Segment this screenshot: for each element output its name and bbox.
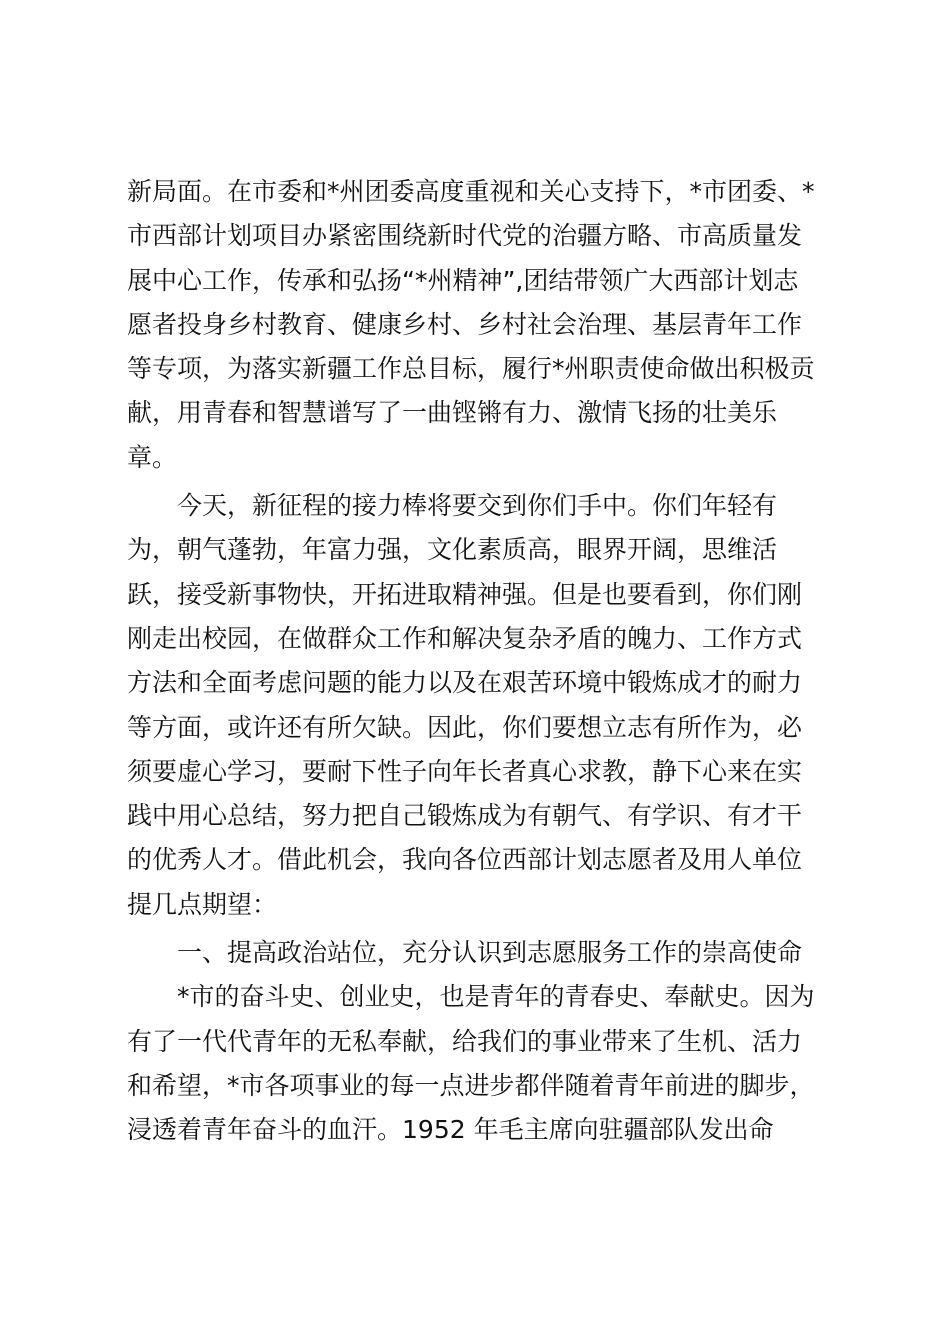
text-line: 市西部计划项目办紧密围绕新时代党的治疆方略、市高质量发: [127, 221, 803, 251]
text-line: 展中心工作，传承和弘扬“*州精神”,团结带领广大西部计划志: [127, 265, 799, 295]
text-line: 等专项，为落实新疆工作总目标，履行*州职责使命做出积极贡: [127, 354, 815, 384]
text-line: 献，用青春和智慧谱写了一曲铿锵有力、激情飞扬的壮美乐: [127, 398, 778, 428]
body-text: [127, 170, 832, 1153]
text-line: 愿者投身乡村教育、健康乡村、乡村社会治理、基层青年工作: [127, 309, 803, 339]
section-heading: 一、提高政治站位，充分认识到志愿服务工作的崇高使命: [127, 938, 803, 968]
text-line: 践中用心总结，努力把自己锻炼成为有朝气、有学识、有才干: [127, 801, 803, 831]
text-line: 新局面。在市委和*州团委高度重视和关心支持下，*市团委、*: [127, 177, 815, 206]
text-line: 刚走出校园，在做群众工作和解决复杂矛盾的魄力、工作方式: [127, 623, 803, 653]
text-line: *市的奋斗史、创业史，也是青年的青春史、奉献史。因为: [127, 982, 815, 1012]
text-line: 为，朝气蓬勃，年富力强，文化素质高，眼界开阔，思维活: [127, 535, 778, 565]
text-line: 跃，接受新事物快，开拓进取精神强。但是也要看到，你们刚: [127, 579, 803, 609]
text-line: 今天，新征程的接力棒将要交到你们手中。你们年轻有: [127, 491, 778, 521]
text-line: 提几点期望：: [127, 889, 278, 919]
text-line: 的优秀人才。借此机会，我向各位西部计划志愿者及用人单位: [127, 845, 803, 875]
text-line: 和希望，*市各项事业的每一点进步都伴随着青年前进的脚步，: [127, 1070, 815, 1100]
text-line: 等方面，或许还有所欠缺。因此，你们要想立志有所作为，必: [127, 712, 803, 742]
text-line: 浸透着青年奋斗的血汗。1952 年毛主席向驻疆部队发出命: [127, 1115, 774, 1145]
text-line: 有了一代代青年的无私奉献，给我们的事业带来了生机、活力: [127, 1026, 803, 1056]
text-line: 须要虚心学习，要耐下性子向年长者真心求教，静下心来在实: [127, 756, 803, 786]
text-line: 章。: [127, 442, 178, 472]
text-line: 方法和全面考虑问题的能力以及在艰苦环境中锻炼成才的耐力: [127, 668, 803, 698]
